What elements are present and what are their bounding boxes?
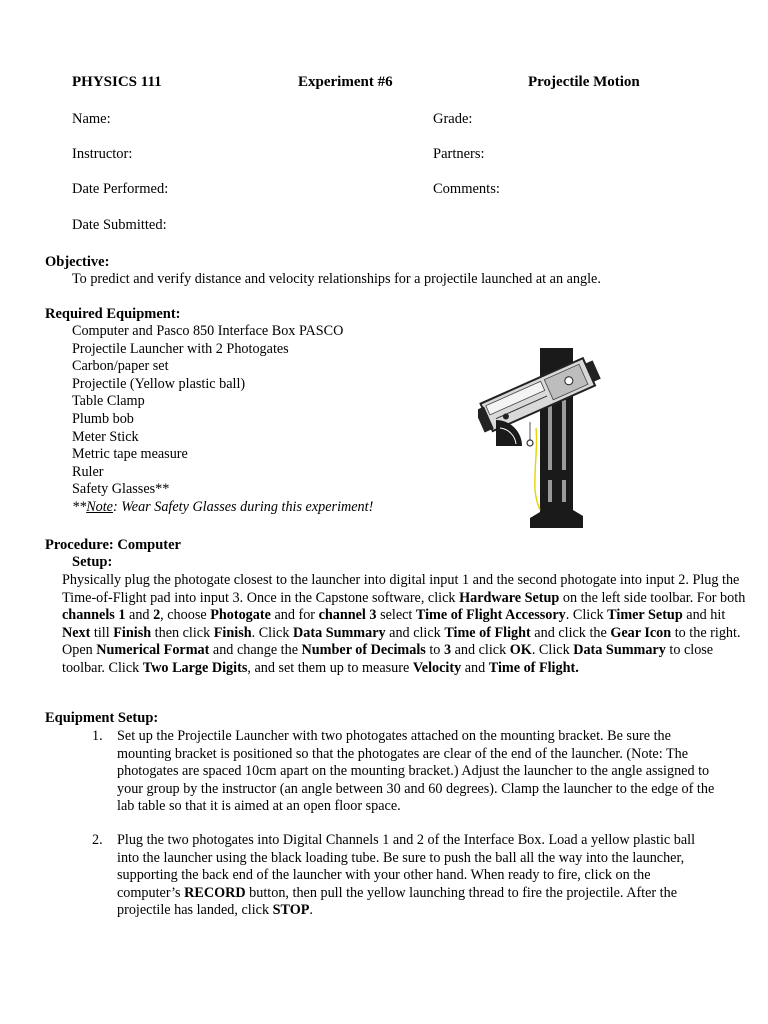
setup-bold: Photogate	[210, 607, 271, 624]
projectile-launcher-image	[478, 340, 613, 532]
grade-field-label: Grade:	[433, 111, 473, 127]
setup-bold: Hardware Setup	[459, 589, 560, 606]
setup-text: . Click	[565, 607, 608, 624]
date-performed-field-label: Date Performed:	[72, 181, 169, 197]
setup-text: select	[376, 607, 416, 624]
setup-bold: channels 1	[62, 607, 126, 624]
equipment-item: Ruler	[72, 463, 104, 480]
setup-text: . Click	[251, 624, 293, 641]
setup-text: and for	[270, 607, 319, 624]
step-bold: STOP	[272, 902, 310, 919]
step-text: Set up the Projectile Launcher with two photogates attached on the mounting bracket. Be sure the mounting bracket is positioned so that the photogates are clear of the end of the launcher. (Note: The photogates are spaced 10cm apart on the mounting bracket.) Adjust the launcher to the angle assigned to your group by the instructor (an angle between 30 and 60 degrees). Clamp the launcher to the edge of the lab table so that it is aimed at an open floor space.	[117, 728, 715, 815]
objective-text: To predict and verify distance and velocity relationships for a projectile launched at an angle.	[72, 271, 601, 287]
date-submitted-field-label: Date Submitted:	[72, 217, 167, 233]
setup-bold: Timer Setup	[607, 607, 683, 624]
setup-text: and change the	[209, 642, 302, 659]
setup-bold: Data Summary	[293, 624, 386, 641]
equipment-item: Plumb bob	[72, 410, 134, 427]
setup-bold: 2	[153, 607, 161, 624]
note-label: Note	[86, 498, 113, 515]
course-label: PHYSICS 111	[72, 74, 162, 90]
setup-text: and hit	[682, 607, 726, 624]
procedure-heading: Procedure: Computer	[45, 537, 181, 553]
note-prefix: **	[72, 498, 87, 515]
equipment-item: Projectile Launcher with 2 Photogates	[72, 340, 289, 357]
equipment-list	[72, 323, 373, 517]
page-title: Projectile Motion	[528, 74, 640, 90]
note-text: : Wear Safety Glasses during this experiment!	[112, 498, 374, 515]
setup-bold: Next	[62, 624, 91, 641]
setup-paragraph	[62, 572, 752, 678]
setup-bold: Time of Flight.	[488, 659, 579, 676]
setup-text: and	[461, 659, 489, 676]
step-text-part: Plug the two photogates into Digital Channels 1 and 2 of the Interface Box. Load a yellow plastic ball into the launcher using the black loading tube. Be sure to push the ball all the way into the launcher, supporting the back end of the launcher with your other hand. When ready to fire, click on the computer’s	[117, 832, 696, 901]
setup-text: and click	[451, 642, 510, 659]
objective-heading: Objective:	[45, 254, 110, 270]
setup-bold: channel 3	[318, 607, 377, 624]
setup-text: and	[125, 607, 154, 624]
setup-text: then click	[151, 624, 214, 641]
step-text	[117, 832, 717, 920]
step-number: 1.	[92, 728, 103, 744]
setup-bold: Gear Icon	[610, 624, 672, 641]
setup-text: on the left side toolbar. For both	[559, 589, 746, 606]
setup-text: Physically plug the photogate closest to the launcher into digital input 1 and the second photogate into input 2. Plug the Time-of-Flight pad into input 3. Once in the Capstone software, click	[62, 572, 740, 606]
setup-text: , choose	[160, 607, 211, 624]
setup-text: till	[90, 624, 114, 641]
equipment-heading: Required Equipment:	[45, 306, 181, 322]
setup-text: and click the	[530, 624, 611, 641]
partners-field-label: Partners:	[433, 146, 485, 162]
equipment-item: Table Clamp	[72, 393, 145, 410]
step-text-part: .	[309, 902, 313, 919]
setup-text: to the right. Open	[62, 624, 741, 659]
safety-note	[72, 499, 373, 517]
equipment-item: Meter Stick	[72, 428, 139, 445]
setup-bold: 3	[443, 642, 452, 659]
equipment-item: Safety Glasses**	[72, 481, 170, 498]
setup-bold: Time of Flight	[444, 624, 531, 641]
setup-bold: Finish	[113, 624, 152, 641]
step-text-part: button, then pull the yellow launching thread to fire the projectile. After the projectile has landed, click	[117, 884, 678, 919]
setup-text: to close toolbar. Click	[62, 642, 714, 676]
setup-text: and click	[385, 624, 445, 641]
setup-bold: Numerical Format	[96, 642, 210, 659]
equipment-item: Projectile (Yellow plastic ball)	[72, 375, 246, 392]
comments-field-label: Comments:	[433, 181, 500, 197]
setup-bold: Finish	[213, 624, 252, 641]
setup-bold: Velocity	[412, 659, 462, 676]
setup-text: , and set them up to measure	[247, 659, 413, 676]
step-number: 2.	[92, 832, 103, 848]
setup-text: to	[425, 642, 444, 659]
equipment-item: Carbon/paper set	[72, 358, 169, 375]
equipment-setup-heading: Equipment Setup:	[45, 710, 159, 726]
setup-bold: Time of Flight Accessory	[415, 607, 566, 624]
setup-bold: OK	[509, 642, 532, 659]
name-field-label: Name:	[72, 111, 111, 127]
setup-bold: Number of Decimals	[301, 642, 426, 659]
setup-subheading: Setup:	[72, 554, 113, 570]
equipment-item: Metric tape measure	[72, 446, 188, 463]
setup-text: . Click	[531, 642, 574, 659]
setup-bold: Two Large Digits	[142, 659, 248, 676]
experiment-label: Experiment #6	[298, 74, 393, 90]
step-bold: RECORD	[184, 884, 246, 901]
setup-bold: Data Summary	[573, 642, 666, 659]
equipment-item: Computer and Pasco 850 Interface Box PASCO	[72, 323, 344, 339]
instructor-field-label: Instructor:	[72, 146, 133, 162]
